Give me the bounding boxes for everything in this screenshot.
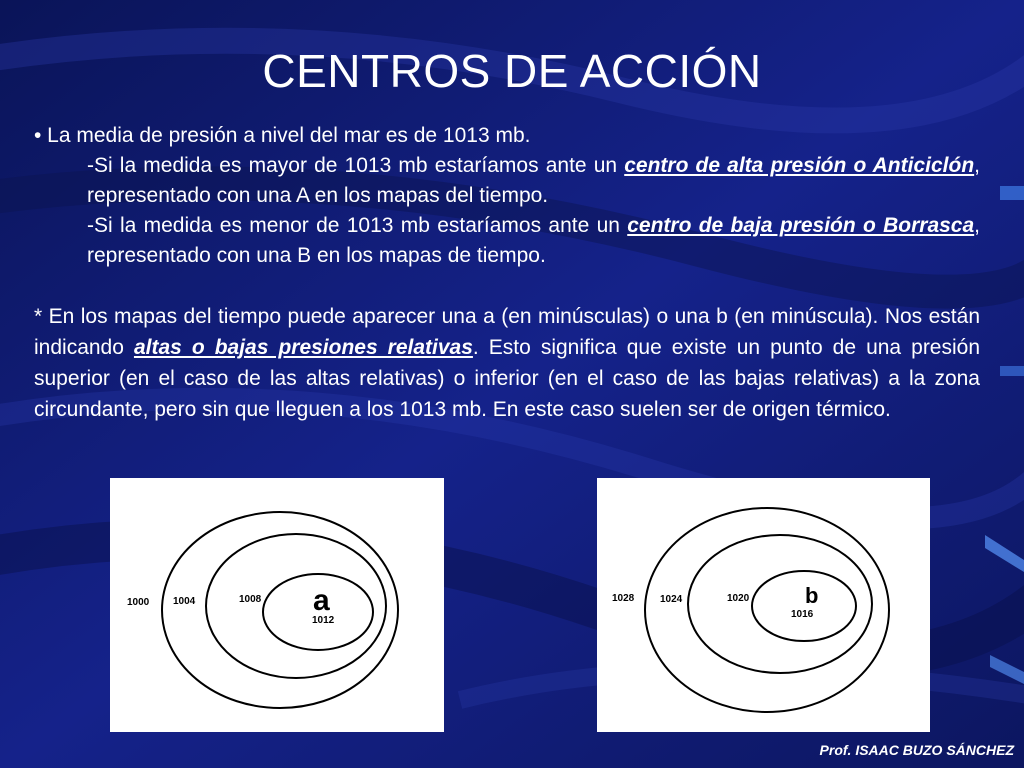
isobar-inner (752, 571, 856, 641)
slide-title: CENTROS DE ACCIÓN (262, 45, 762, 97)
isobar-middle (688, 535, 872, 673)
bullet-intro: • La media de presión a nivel del mar es de 1013 mb. (34, 124, 531, 147)
author-footer: Prof. ISAAC BUZO SÁNCHEZ (819, 742, 1014, 758)
diagram-low-pressure (597, 478, 930, 732)
subpoint-high-prefix: -Si la medida es mayor de 1013 mb estaríamos ante un (87, 154, 625, 177)
isobar-label: 1000 (127, 597, 150, 608)
note-emphasis: altas o bajas presiones relativas (133, 336, 473, 359)
isobar-outer (645, 508, 889, 712)
isobar-label: 1008 (239, 594, 262, 605)
isobar-label: 1012 (312, 615, 335, 626)
isobar-label: 1020 (727, 593, 750, 604)
subpoint-high-emphasis: centro de alta presión o Anticiclón (624, 154, 975, 177)
subpoint-high-pressure (87, 151, 980, 211)
note-prefix: * En los mapas del tiempo puede aparecer una a (en minúsculas) o una b (en minúscula). Nos están indicando (34, 305, 980, 359)
high-pressure-letter: a (313, 584, 330, 617)
subpoint-low-pressure (87, 211, 980, 271)
isobar-label: 1024 (660, 594, 683, 605)
low-pressure-letter: b (805, 583, 819, 608)
subpoint-high-suffix: , representado con una A en los mapas del tiempo. (87, 154, 980, 207)
isobar-label: 1028 (612, 593, 635, 604)
isobar-label: 1004 (173, 596, 196, 607)
subpoint-low-suffix: , representado con una B en los mapas de tiempo. (87, 214, 981, 267)
isobar-label: 1016 (791, 609, 814, 620)
subpoint-low-emphasis: centro de baja presión o Borrasca (627, 214, 975, 237)
relative-pressure-note (34, 301, 980, 425)
note-suffix: . Esto significa que existe un punto de una presión superior (en el caso de las altas relativas) o inferior (en el caso de las bajas relativas) a la zona circundante, pero sin que lleguen a los 1013 mb. En este caso suelen ser de origen térmico. (34, 336, 981, 421)
isobar-outer (162, 512, 398, 708)
diagram-high-pressure (110, 478, 444, 732)
subpoint-low-prefix: -Si la medida es menor de 1013 mb estaríamos ante un (87, 214, 628, 237)
isobar-middle (206, 534, 386, 678)
